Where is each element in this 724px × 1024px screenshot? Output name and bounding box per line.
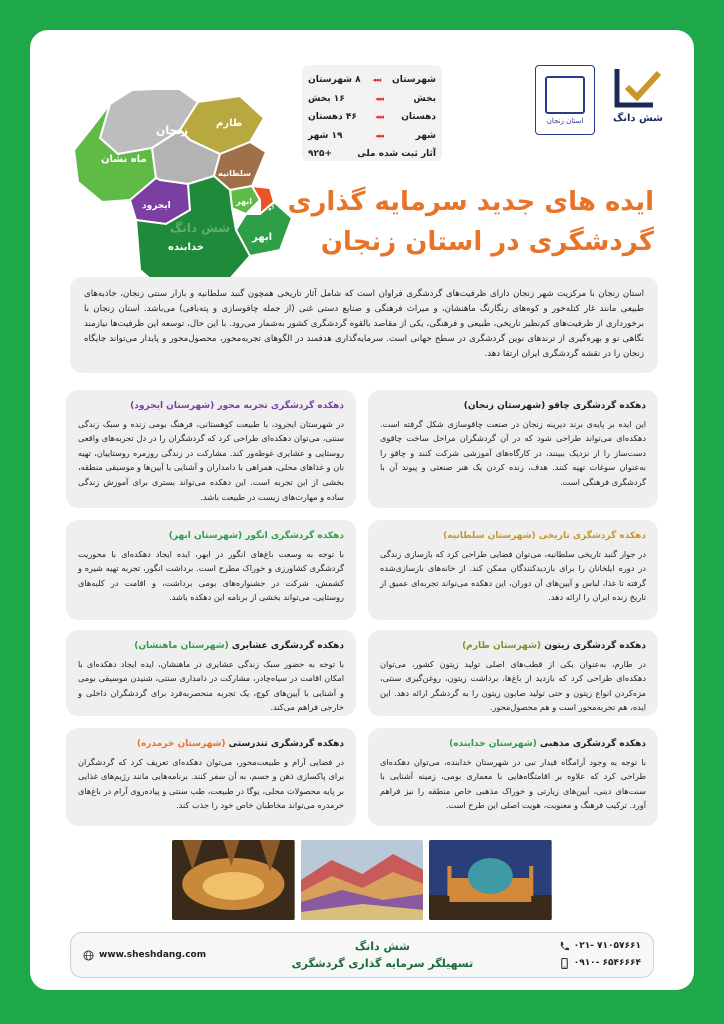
stat-label: آثار ثبت شده ملی [357, 149, 436, 159]
card-title [380, 737, 646, 752]
card-title-text: دهکده گردشگری تاریخی [538, 531, 646, 541]
map-label-khodabandeh: خدابنده [168, 242, 204, 253]
card-location: (شهرستان زنجان) [463, 401, 546, 411]
footer-brand: شش دانگ [354, 940, 410, 953]
poster-sheet [30, 30, 694, 990]
title-line-1: ایده های جدید سرمایه گذاری [287, 187, 654, 217]
idea-card-grape [66, 520, 356, 620]
intro-paragraph: استان زنجان با مرکزیت شهر زنجان دارای ظرفیت‌های گردشگری فراوان است که شامل آثار تاریخی همچون گنبد سلطانیه و بازار سنتی زنجان، جاذبه‌های طبیعی مانند غار کتله‌خور و کوه‌های رنگارنگ ماهنشان، و میراث فرهنگی و صنایع دستی غنی (از جمله چاقوسازی و پته‌بافی) می‌باشد. استان زنجان با برخورداری از ظرفیت‌های کم‌نظیر تاریخی، طبیعی و فرهنگی، یکی از مقاصد بالقوه گردشگری کشور به‌شمار می‌رود. با این حال، توسعه این ظرفیت‌ها نیازمند نگاهی نو و بهره‌گیری از ترندهای نوین گردشگری در سطح جهانی است. سرمایه‌گذاری هدفمند در الگوهای تجربه‌محور، محصول‌محور و پایدار می‌تواند جایگاه زنجان را در نقشه گردشگری ایران ارتقا دهد. [70, 277, 658, 373]
stat-value: +۹۲۵ [308, 149, 333, 159]
card-title-text: دهکده گردشگری تندرستی [228, 739, 344, 749]
idea-card-religious [368, 728, 658, 826]
map-label-khorramdarreh: خرمدره [265, 189, 283, 213]
idea-card-olive [368, 630, 658, 716]
photo-strip [172, 840, 552, 920]
footer-brand-block [292, 938, 474, 972]
card-title-text: دهکده گردشگری چاقو [548, 401, 646, 411]
card-body: با توجه به حضور سبک زندگی عشایری در ماهنشان، ایده ایجاد دهکده‌ای با امکان اقامت در سیاه‌چادر، مشارکت در دامداری سنتی، شنیدن موسیقی بومی و آشنایی با آیین‌های کوچ، یک تجربه منحصربه‌فرد برای گردشگران داخلی و خارجی فراهم می‌کند. [78, 658, 344, 713]
card-body: در طارم، به‌عنوان یکی از قطب‌های اصلی تولید زیتون کشور، می‌توان دهکده‌ای طراحی کرد که بازدید از باغ‌ها، برداشت زیتون، روغن‌گیری سنتی، مزه‌کردن انواع زیتون و حتی تولید صابون زیتون را به گردشگر ارائه دهد. این ایده، هم تجربه‌محور است و هم محصول‌محور. [380, 658, 646, 713]
website-link[interactable]: www.sheshdang.com [99, 950, 207, 960]
card-location: (شهرستان خرمدره) [136, 739, 226, 749]
card-location: (شهرستان ماهنشان) [134, 641, 229, 651]
card-title-text: دهکده گردشگری تجربه محور [217, 401, 344, 411]
card-title [78, 737, 344, 752]
stat-row [308, 145, 436, 164]
photo-soltanieh-dome [429, 840, 552, 920]
stat-row [308, 90, 436, 109]
phone-icon [559, 941, 570, 952]
stat-value: ۸ شهرستان [308, 75, 361, 85]
card-body: با توجه به وسعت باغ‌های انگور در ابهر، ایده ایجاد دهکده‌ای با محوریت گردشگری کشاورزی و خوراک مطرح است. برداشت انگور، تجربه تهیه شیره و کشمش، شرکت در جشنواره‌های بومی برداشت، و اقامت در کلبه‌های روستایی، می‌تواند بخشی از برنامه این دهکده باشد. [78, 548, 344, 603]
card-title [78, 529, 344, 544]
stat-row [308, 71, 436, 90]
mobile-icon [559, 958, 570, 969]
card-location: (شهرستان سلطانیه) [443, 531, 536, 541]
idea-card-historic [368, 520, 658, 620]
map-label-abhar-top: ابهر [236, 197, 253, 206]
brand-caption: شش دانگ [613, 113, 664, 124]
card-body: در جوار گنبد تاریخی سلطانیه، می‌توان فضایی طراحی کرد که بازسازی زندگی در دوره ایلخانان را برای بازدیدکنندگان ممکن کند. از خانه‌های بازسازی‌شده گرفته تا غذا، لباس و آیین‌های آن دوران، این دهکده می‌تواند تجربه‌ای عمیق از تاریخ زنده ایران را ارائه دهد. [380, 548, 646, 603]
idea-card-experience [66, 390, 356, 508]
card-title [380, 529, 646, 544]
map-label-ijrud: ایجرود [142, 201, 171, 211]
ministry-emblem-icon [545, 76, 585, 114]
card-title [78, 639, 344, 654]
photo-rainbow-mountains [301, 840, 424, 920]
map-label-mahneshan: ماه نشان [101, 154, 147, 165]
stat-arrow-icon: ◂◂◂ [375, 131, 383, 140]
stat-arrow-icon: ◂◂◂ [372, 76, 381, 84]
stat-value: ۱۶ بخش [308, 93, 345, 104]
card-title-text: دهکده گردشگری مذهبی [539, 739, 646, 749]
map-watermark: شش دانگ [170, 221, 231, 235]
card-body: این ایده بر پایه‌ی برند دیرینه زنجان در صنعت چاقوسازی شکل گرفته است. دهکده‌ای می‌تواند طراحی شود که در آن گردشگران مراحل ساخت چاقوی دست‌ساز را از نزدیک ببینند، در کارگاه‌های آموزشی شرکت کنند و چاقو را به‌عنوان سوغات تهیه کنند. هدف، زنده کردن یک هنر صنعتی و پیوند آن با گردشگری فرهنگی است. [380, 418, 646, 487]
card-location: (شهرستان ابهر) [168, 531, 243, 541]
stat-arrow-icon: ◂◂◂ [375, 113, 383, 121]
card-title-text: دهکده گردشگری انگور [245, 531, 344, 541]
idea-card-nomadic [66, 630, 356, 716]
footer-tagline: تسهیلگر سرمایه گذاری گردشگری [291, 957, 474, 970]
province-stats [302, 65, 442, 161]
ministry-logo [535, 65, 595, 135]
stat-label: بخش [413, 93, 436, 104]
phone-number[interactable]: ۰۲۱- ۷۱۰۵۷۶۶۱ [573, 941, 641, 951]
phone-line [559, 938, 641, 955]
card-title [380, 399, 646, 414]
mobile-line [559, 955, 641, 972]
card-body: در فضایی آرام و طبیعت‌محور، می‌توان دهکده‌ای تعریف کرد که گردشگران برای پاکسازی ذهن و جسم، به آن سفر کنند. برنامه‌هایی مانند رژیم‌های غذایی بر پایه محصولات محلی، یوگا در طبیعت، طب سنتی و پیاده‌روی آرام در باغ‌های خرمدره می‌تواند مخاطبان خاص خود را جذب کند. [78, 756, 344, 811]
idea-card-wellness [66, 728, 356, 826]
stat-row [308, 108, 436, 127]
page-title [274, 182, 654, 262]
globe-icon [83, 950, 94, 961]
card-location: (شهرستان خدابنده) [449, 739, 537, 749]
sheshdang-logo [608, 65, 668, 135]
footer [70, 932, 654, 978]
title-line-2: گردشگری در استان زنجان [320, 227, 654, 257]
card-title-text: دهکده گردشگری عشایری [231, 641, 344, 651]
card-location: (شهرستان طارم) [462, 641, 542, 651]
map-label-tarom: طارم [216, 118, 243, 129]
stat-label: شهر [415, 130, 436, 141]
sheshdang-mark-icon [613, 65, 663, 109]
stat-value: ۱۹ شهر [308, 130, 343, 141]
stat-row [308, 127, 436, 146]
stat-label: دهستان [401, 112, 436, 122]
mobile-number[interactable]: ۰۹۱۰- ۶۵۴۶۶۶۴ [573, 958, 641, 968]
contact-phones [559, 938, 641, 972]
card-location: (شهرستان ایجرود) [130, 401, 215, 411]
website[interactable] [83, 950, 206, 961]
map-label-soltanieh: سلطانیه [218, 169, 252, 178]
stat-label: شهرستان [392, 75, 436, 85]
photo-katalekhor-cave [172, 840, 295, 920]
card-body: با توجه به وجود آرامگاه قیدار نبی در شهرستان خدابنده، می‌توان دهکده‌ای طراحی کرد که علاوه بر اقامتگاه‌هایی با معماری بومی، زمینه آشنایی با سنت‌های دینی، آیین‌های زیارتی و خوراک مذهبی خاص منطقه را نیز فراهم آورد. ترکیب فرهنگ و معنویت، هویت اصلی این طرح است. [380, 756, 646, 811]
card-title [380, 639, 646, 654]
stat-arrow-icon: ◂◂◂ [375, 94, 383, 103]
idea-card-knife [368, 390, 658, 508]
card-body: در شهرستان ایجرود، با طبیعت کوهستانی، فرهنگ بومی زنده و سبک زندگی سنتی، می‌توان دهکده‌ای طراحی کرد که گردشگران را در دل تجربه‌های واقعی روستایی و عشایری غوطه‌ور کند. مشارکت در زندگی روزمره روستاییان، تهیه نان و غذاهای محلی، همراهی با دامداران و آشنایی با آیین‌ها و موسیقی منطقه، بخشی از این تجربه است. این دهکده می‌تواند بستری برای آموزش زندگی ساده و مهارت‌های زیست در طبیعت باشد. [78, 418, 344, 502]
card-title [78, 399, 344, 414]
ministry-caption: استان زنجان [546, 116, 584, 125]
card-title-text: دهکده گردشگری زیتون [544, 641, 646, 651]
map-label-abhar: ابهر [252, 232, 273, 243]
map-label-zanjan: زنجان [156, 124, 188, 137]
stat-value: ۴۶ دهستان [308, 112, 357, 122]
